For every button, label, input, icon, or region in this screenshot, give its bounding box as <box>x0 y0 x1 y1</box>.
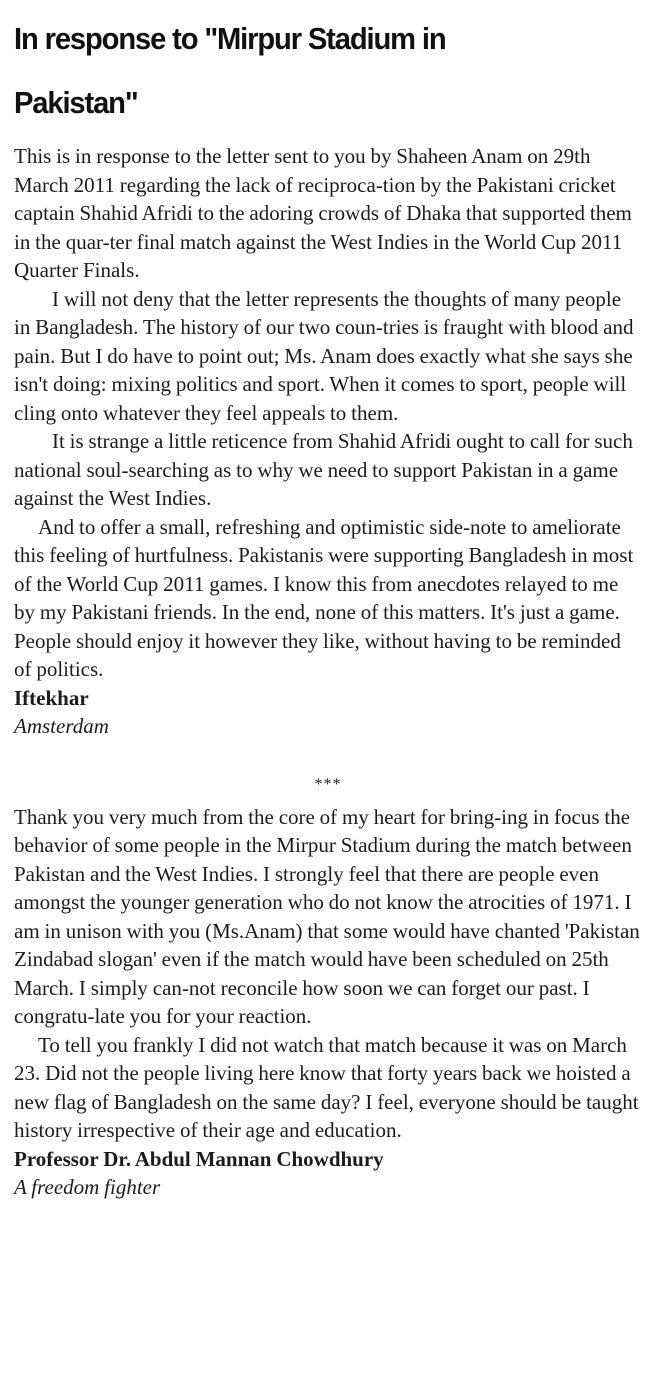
headline-line-2: Pakistan" <box>14 85 138 120</box>
headline-line-1: In response to "Mirpur Stadium in <box>14 21 446 56</box>
letter-1-paragraph-4: And to offer a small, refreshing and optimistic side-note to ameliorate this feeling of hurtfulness. Pakistanis were supporting Bangladesh in most of the World Cup 2011 games. I know this from anecdotes relayed to me by my Pakistani friends. In the end, none of this matters. It's just a game. People should enjoy it however they like, without having to be reminded of politics. <box>14 514 634 681</box>
letter-2-location: A freedom fighter <box>14 1175 161 1199</box>
letter-1-location: Amsterdam <box>14 714 109 738</box>
letter-1 <box>14 142 642 741</box>
letter-1-paragraph-2: I will not deny that the letter represents the thoughts of many people in Bangladesh. The history of our two coun-tries is fraught with blood and pain. But I do have to point out; Ms. Anam does exactly what she says she isn't doing: mixing politics and sport. When it comes to sport, people will cling onto whatever they feel appeals to them. <box>14 286 634 425</box>
letter-2-author: Professor Dr. Abdul Mannan Chowdhury <box>14 1146 384 1171</box>
letter-2 <box>14 803 642 1202</box>
headline <box>14 8 597 136</box>
letter-1-paragraph-1: This is in response to the letter sent to you by Shaheen Anam on 29th March 2011 regarding the lack of reciproca-tion by the Pakistani cricket captain Shahid Afridi to the adoring crowds of Dhaka that supported them in the quar-ter final match against the West Indies in the World Cup 2011 Quarter Finals. <box>14 144 632 282</box>
letter-1-author: Iftekhar <box>14 685 89 710</box>
letter-2-paragraph-1: Thank you very much from the core of my heart for bring-ing in focus the behavior of some people in the Mirpur Stadium during the match between Pakistan and the West Indies. I strongly feel that there are people even amongst the younger generation who do not know the atrocities of 1971. I am in unison with you (Ms.Anam) that some would have chanted 'Pakistan Zindabad slogan' even if the match would have been scheduled on 25th March. I simply can-not reconcile how soon we can forget our past. I congratu-late you for your reaction. <box>14 804 640 1028</box>
letter-separator: *** <box>314 775 342 793</box>
letter-1-paragraph-3: It is strange a little reticence from Shahid Afridi ought to call for such national soul-searching as to why we need to support Pakistan in a game against the West Indies. <box>14 429 633 510</box>
letter-2-paragraph-2: To tell you frankly I did not watch that match because it was on March 23. Did not the people living here know that forty years back we hoisted a new flag of Bangladesh on the same day? I feel, everyone should be taught history irrespective of their age and education. <box>14 1032 639 1142</box>
